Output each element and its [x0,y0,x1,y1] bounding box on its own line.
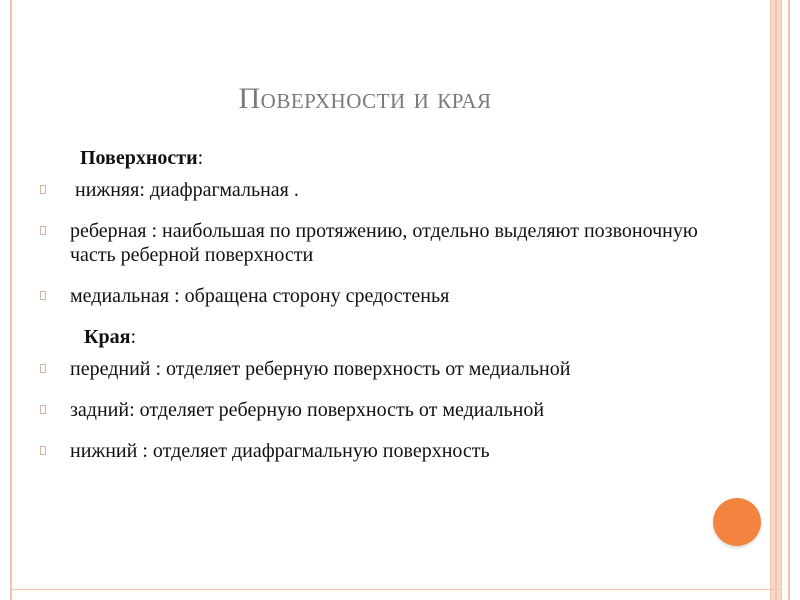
list-item-text: нижний : отделяет диафрагмальную поверхность [70,440,490,462]
list-item-text: передний : отделяет реберную поверхность от медиальной [70,358,571,380]
section-heading-edges [40,325,700,349]
bullet-icon [40,398,70,422]
list-item-text: задний: отделяет реберную поверхность от медиальной [70,399,545,421]
accent-circle [713,498,761,546]
frame-right-band [770,0,782,600]
list-item [40,219,700,267]
bullet-icon [40,357,70,381]
list-item [40,284,700,308]
slide-content [40,146,700,480]
bullet-icon [40,178,70,202]
section-heading-label: Поверхности [80,147,198,169]
list-item [40,439,700,463]
section-heading-colon: : [197,147,204,169]
section-heading-label: Края [84,326,131,348]
list-item-text: нижняя: диафрагмальная . [70,179,299,201]
list-item-text: медиальная : обращена сторону средостенья [70,285,450,307]
list-item [40,398,700,422]
section-heading-surfaces [40,146,700,170]
list-item [40,357,700,381]
frame-bottom-line [10,589,780,590]
frame-right-line [788,0,790,600]
bullet-icon [40,219,70,243]
bullet-icon [40,284,70,308]
list-item-text: реберная : наибольшая по протяжению, отдельно выделяют позвоночную часть реберной поверхности [70,220,698,266]
bullet-icon [40,439,70,463]
section-heading-colon: : [130,326,137,348]
slide-title: Поверхности и края [238,82,492,115]
list-item [40,178,700,202]
